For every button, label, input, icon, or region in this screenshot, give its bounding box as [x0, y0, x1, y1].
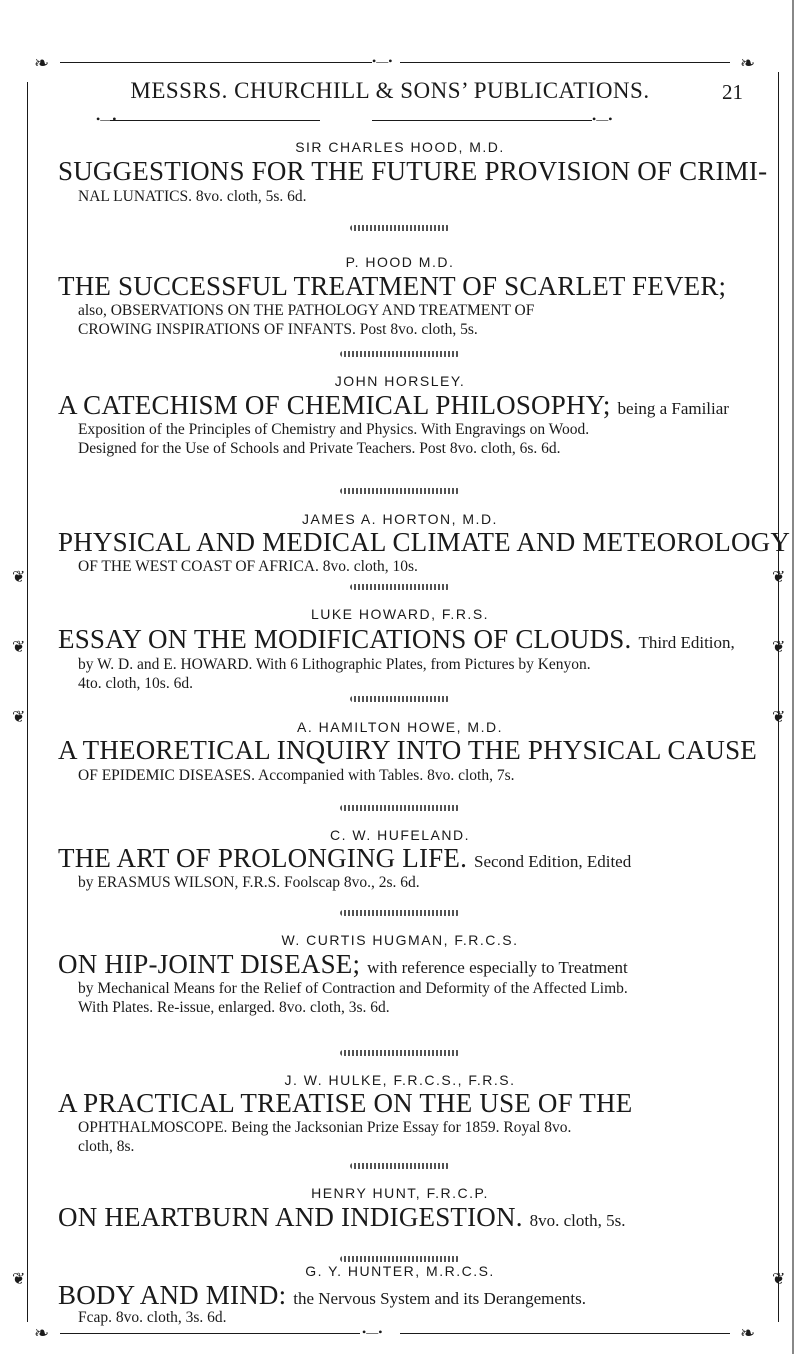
entry-description: by ERASMUS WILSON, F.R.S. Foolscap 8vo., 2s. 6d. [78, 874, 420, 891]
entry-title [58, 271, 758, 301]
entry-author: SIR CHARLES HOOD, M.D. [295, 139, 505, 155]
corner-ornament-top-right: ❧ [740, 53, 756, 73]
entry-divider [350, 225, 450, 231]
entry-title-continuation: 8vo. cloth, 5s. [529, 1211, 626, 1230]
entry-divider [340, 805, 460, 811]
entry-title-continuation: Third Edition, [638, 633, 735, 652]
entry-title-continuation: with reference especially to Treatment [367, 958, 628, 977]
entry-title-text: ON HIP-JOINT DISEASE; [58, 949, 361, 979]
bottom-rule-right [400, 1333, 730, 1334]
entry-title-text: A CATECHISM OF CHEMICAL PHILOSOPHY; [58, 390, 611, 420]
entry-author: C. W. HUFELAND. [330, 827, 470, 843]
entry-author: HENRY HUNT, F.R.C.P. [311, 1185, 489, 1201]
top-rule-right [400, 62, 730, 63]
top-rule-left [60, 62, 372, 63]
entry-author: JOHN HORSLEY. [334, 373, 466, 389]
entry-title [58, 527, 791, 557]
side-ornament-right-2: ❦ [772, 639, 786, 656]
side-ornament-left-3: ❦ [12, 709, 26, 726]
side-ornament-left-4: ❦ [12, 1271, 26, 1288]
entry-description: cloth, 8s. [78, 1138, 135, 1155]
entry-title [58, 843, 758, 877]
entry-title-text: ESSAY ON THE MODIFICATIONS OF CLOUDS. [58, 624, 632, 654]
entry-author: W. CURTIS HUGMAN, F.R.C.S. [281, 932, 519, 948]
corner-ornament-bottom-right: ❧ [740, 1323, 756, 1343]
entry-title-text: ON HEARTBURN AND INDIGESTION. [58, 1202, 523, 1232]
entry-title-text: THE ART OF PROLONGING LIFE. [58, 843, 468, 873]
side-ornament-left-1: ❦ [12, 569, 26, 586]
entry-title [58, 949, 758, 983]
sub-ornament-left: •—• [96, 112, 117, 126]
entry-title [58, 1088, 758, 1118]
header-underline-right [372, 120, 592, 121]
entry-divider [340, 1256, 460, 1262]
header-underline-left [110, 120, 320, 121]
entry-author: A. HAMILTON HOWE, M.D. [297, 719, 503, 735]
entry-title-text: PHYSICAL AND MEDICAL CLIMATE AND METEOROLOGY [58, 527, 791, 557]
entry-description: OF EPIDEMIC DISEASES. Accompanied with Tables. 8vo. cloth, 7s. [78, 767, 515, 784]
entry-title-text: SUGGESTIONS FOR THE FUTURE PROVISION OF CRIMI- [58, 156, 768, 186]
entry-divider [340, 488, 460, 494]
side-ornament-right-4: ❦ [772, 1271, 786, 1288]
side-ornament-right-1: ❦ [772, 569, 786, 586]
side-ornament-left-2: ❦ [12, 639, 26, 656]
entry-description: by W. D. and E. HOWARD. With 6 Lithographic Plates, from Pictures by Kenyon. [78, 656, 591, 673]
entry-title [58, 156, 768, 186]
entry-title [58, 390, 758, 424]
entry-description: With Plates. Re-issue, enlarged. 8vo. cloth, 3s. 6d. [78, 999, 390, 1016]
bottom-rule-left [60, 1333, 360, 1334]
entry-description: OF THE WEST COAST OF AFRICA. 8vo. cloth, 10s. [78, 558, 418, 575]
entry-title-continuation: the Nervous System and its Derangements. [293, 1289, 586, 1308]
entry-title [58, 624, 758, 658]
entry-divider [340, 351, 460, 357]
entry-description: by Mechanical Means for the Relief of Contraction and Deformity of the Affected Limb. [78, 980, 628, 997]
entry-title-text: A THEORETICAL INQUIRY INTO THE PHYSICAL CAUSE [58, 735, 758, 765]
entry-divider [350, 1163, 450, 1169]
entry-description: CROWING INSPIRATIONS OF INFANTS. Post 8vo. cloth, 5s. [78, 321, 478, 338]
right-border [778, 72, 779, 1322]
rule-ornament-top: •—• [372, 54, 393, 68]
entry-author: JAMES A. HORTON, M.D. [302, 511, 498, 527]
entry-divider [340, 1050, 460, 1056]
entry-title-continuation: being a Familiar [617, 399, 729, 418]
entry-description: NAL LUNATICS. 8vo. cloth, 5s. 6d. [78, 188, 307, 205]
corner-ornament-bottom-left: ❧ [34, 1323, 50, 1343]
entry-description: 4to. cloth, 10s. 6d. [78, 675, 193, 692]
entry-divider [350, 584, 450, 590]
entry-description: OPHTHALMOSCOPE. Being the Jacksonian Prize Essay for 1859. Royal 8vo. [78, 1119, 572, 1136]
entry-title [58, 735, 758, 765]
entry-title-text: THE SUCCESSFUL TREATMENT OF SCARLET FEVER; [58, 271, 727, 301]
entry-author: J. W. HULKE, F.R.C.S., F.R.S. [284, 1072, 516, 1088]
entry-description: Fcap. 8vo. cloth, 3s. 6d. [78, 1309, 227, 1326]
rule-ornament-bottom: •—• [362, 1325, 383, 1339]
page-number: 21 [722, 80, 743, 104]
side-ornament-right-3: ❦ [772, 709, 786, 726]
entry-description: also, OBSERVATIONS ON THE PATHOLOGY AND TREATMENT OF [78, 302, 535, 319]
entry-title-text: A PRACTICAL TREATISE ON THE USE OF THE [58, 1088, 633, 1118]
entry-author: LUKE HOWARD, F.R.S. [310, 606, 490, 622]
sub-ornament-right: •—• [592, 112, 613, 126]
entry-title [58, 1202, 758, 1236]
entry-author: G. Y. HUNTER, M.R.C.S. [305, 1263, 495, 1279]
entry-description: Designed for the Use of Schools and Private Teachers. Post 8vo. cloth, 6s. 6d. [78, 440, 561, 457]
entry-title-text: BODY AND MIND: [58, 1280, 287, 1310]
corner-ornament-top-left: ❧ [34, 53, 50, 73]
entry-title-continuation: Second Edition, Edited [474, 852, 632, 871]
left-border [27, 82, 28, 1322]
entry-author: P. HOOD M.D. [345, 254, 455, 270]
entry-divider [340, 910, 460, 916]
page-header-title: MESSRS. CHURCHILL & SONS’ PUBLICATIONS. [130, 78, 650, 103]
right-edge-shadow [792, 0, 794, 1354]
entry-description: Exposition of the Principles of Chemistry and Physics. With Engravings on Wood. [78, 421, 590, 438]
entry-divider [350, 696, 450, 702]
